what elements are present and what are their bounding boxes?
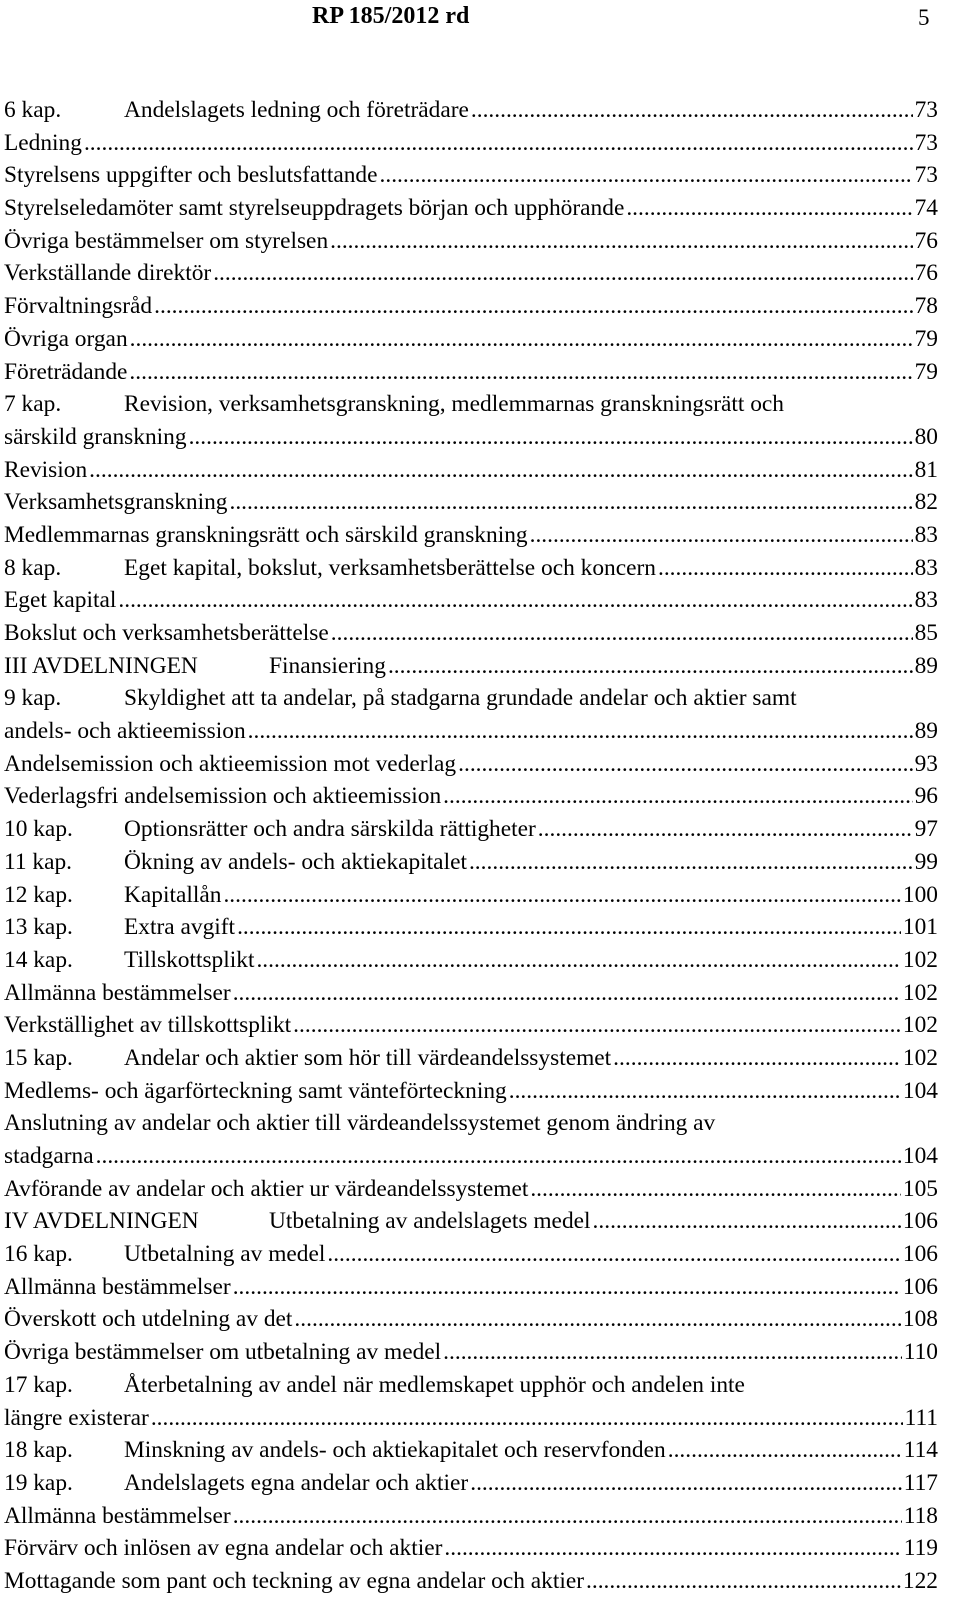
toc-chapter-number: 17 kap. (4, 1371, 73, 1398)
toc-page-number: 73 (914, 97, 938, 123)
toc-dot-leader (223, 879, 900, 912)
toc-page-number: 105 (902, 1175, 938, 1202)
toc-dot-leader (470, 1467, 902, 1500)
toc-page-number: 102 (902, 1012, 938, 1039)
toc-entry (4, 519, 938, 552)
toc-dot-leader (471, 94, 913, 127)
toc-entry-title: Verkställighet av tillskottsplikt (4, 1012, 292, 1039)
toc-entry-title: Andelar och aktier som hör till värdeandelssystemet (124, 1044, 612, 1071)
toc-page-number: 99 (914, 848, 938, 875)
toc-entry (4, 1303, 938, 1336)
toc-entry (4, 1500, 938, 1533)
toc-entry (4, 682, 938, 715)
toc-entry (4, 944, 938, 977)
toc-entry-title: Andelsemission och aktieemission mot vederlag (4, 750, 457, 777)
toc-dot-leader (213, 257, 912, 290)
toc-entry (4, 1009, 938, 1042)
toc-dot-leader (118, 584, 912, 617)
toc-page-number: 83 (914, 554, 938, 581)
toc-chapter-number: 15 kap. (4, 1044, 73, 1071)
toc-entry (4, 748, 938, 781)
toc-entry-title: Anslutning av andelar och aktier till värdeandelssystemet genom ändring av (4, 1110, 716, 1137)
toc-entry-title: stadgarna (4, 1143, 94, 1169)
toc-entry-title: Utbetalning av medel (124, 1241, 326, 1268)
toc-dot-leader (96, 1140, 901, 1173)
toc-entry-title: Avförande av andelar och aktier ur värdeandelssystemet (4, 1175, 529, 1202)
toc-dot-leader (233, 977, 901, 1010)
toc-entry-title: Minskning av andels- och aktiekapitalet och reservfonden (124, 1437, 666, 1464)
toc-entry (4, 650, 938, 683)
toc-chapter-number: 18 kap. (4, 1437, 73, 1464)
toc-dot-leader (248, 715, 913, 748)
toc-entry (4, 1107, 938, 1140)
toc-chapter-number: 12 kap. (4, 881, 73, 908)
toc-entry-title: andels- och aktieemission (4, 718, 246, 745)
toc-entry-title: Allmänna bestämmelser (4, 1273, 231, 1300)
toc-page-number: 81 (914, 456, 938, 483)
toc-entry-title: Bokslut och verksamhetsberättelse (4, 620, 329, 646)
toc-page-number: 106 (902, 1241, 938, 1268)
toc-entry-title: Verkställande direktör (4, 260, 212, 287)
toc-page-number: 96 (914, 783, 938, 810)
toc-page-number: 80 (914, 423, 938, 450)
toc-chapter-number: 10 kap. (4, 816, 73, 843)
toc-entry (4, 454, 938, 487)
toc-page-number: 89 (914, 652, 938, 679)
toc-entry-title: Förvärv och inlösen av egna andelar och aktier (4, 1535, 443, 1562)
toc-dot-leader (469, 846, 913, 879)
toc-dot-leader (237, 911, 901, 944)
toc-page-number: 118 (903, 1502, 938, 1529)
toc-entry-title: Medlems- och ägarförteckning samt vänteförteckning (4, 1077, 507, 1104)
toc-dot-leader (330, 225, 912, 258)
toc-entry-title: Vederlagsfri andelsemission och aktieemission (4, 783, 442, 810)
toc-page-number: 93 (914, 750, 938, 777)
toc-entry-title: Andelslagets egna andelar och aktier (124, 1469, 469, 1496)
toc-dot-leader (458, 748, 912, 781)
toc-page-number: 79 (914, 358, 938, 385)
toc-dot-leader (593, 1205, 901, 1238)
toc-entry (4, 1467, 938, 1500)
toc-page-number: 117 (903, 1469, 938, 1496)
toc-dot-leader (626, 192, 912, 225)
toc-entry (4, 584, 938, 617)
toc-entry (4, 813, 938, 846)
toc-page-number: 79 (914, 325, 938, 352)
toc-entry-title: Allmänna bestämmelser (4, 1502, 231, 1529)
toc-entry (4, 552, 938, 585)
toc-entry (4, 879, 938, 912)
toc-entry (4, 1075, 938, 1108)
toc-dot-leader (443, 1336, 902, 1369)
toc-chapter-number: 11 kap. (4, 848, 72, 875)
toc-entry-title: Ökning av andels- och aktiekapitalet (124, 848, 467, 875)
toc-chapter-number: 13 kap. (4, 914, 73, 941)
toc-entry-title: Tillskottsplikt (124, 946, 255, 973)
toc-entry (4, 1205, 938, 1238)
page-number: 5 (918, 5, 930, 30)
toc-entry (4, 846, 938, 879)
toc-dot-leader (388, 650, 913, 683)
toc-entry-title: Eget kapital (4, 587, 117, 614)
toc-entry (4, 421, 938, 454)
toc-entry-title: Återbetalning av andel när medlemskapet upphör och andelen inte (124, 1371, 745, 1398)
toc-page-number: 102 (902, 979, 938, 1006)
toc-page-number: 76 (914, 227, 938, 254)
toc-chapter-number: 9 kap. (4, 685, 62, 712)
toc-entry-title: Företrädande (4, 358, 128, 385)
toc-entry (4, 1532, 938, 1565)
toc-dot-leader (613, 1042, 901, 1075)
toc-dot-leader (530, 519, 913, 552)
toc-entry (4, 388, 938, 421)
toc-page-number: 100 (902, 881, 938, 908)
toc-entry-title: särskild granskning (4, 423, 187, 450)
toc-entry-title: Skyldighet att ta andelar, på stadgarna grundade andelar och aktier samt (124, 685, 797, 712)
toc-entry-title: Styrelseledamöter samt styrelseuppdragets början och upphörande (4, 195, 625, 222)
toc-dot-leader (229, 486, 912, 519)
toc-dot-leader (380, 159, 913, 192)
toc-page-number: 110 (903, 1339, 938, 1366)
toc-entry (4, 192, 938, 225)
toc-entry-title: Mottagande som pant och teckning av egna andelar och aktier (4, 1567, 585, 1594)
toc-dot-leader (331, 617, 913, 650)
toc-entry-title: Allmänna bestämmelser (4, 979, 231, 1006)
document-id: RP 185/2012 rd (312, 3, 470, 29)
toc-entry-title: längre existerar (4, 1404, 149, 1431)
toc-page-number: 101 (902, 914, 938, 941)
toc-page-number: 73 (914, 129, 938, 156)
toc-dot-leader (509, 1075, 901, 1108)
toc-entry (4, 225, 938, 258)
toc-chapter-number: 6 kap. (4, 97, 62, 123)
toc-entry (4, 159, 938, 192)
toc-dot-leader (151, 1402, 903, 1435)
toc-dot-leader (189, 421, 913, 454)
toc-page-number: 119 (903, 1535, 938, 1562)
toc-entry (4, 486, 938, 519)
toc-entry (4, 1271, 938, 1304)
toc-entry-title: Kapitallån (124, 881, 222, 908)
toc-entry-title: Andelslagets ledning och företrädare (124, 97, 469, 123)
toc-entry (4, 323, 938, 356)
toc-dot-leader (233, 1500, 902, 1533)
toc-page-number: 104 (902, 1143, 938, 1169)
toc-dot-leader (668, 1434, 902, 1467)
toc-entry-title: Övriga bestämmelser om utbetalning av medel (4, 1339, 442, 1366)
toc-entry (4, 911, 938, 944)
toc-entry (4, 257, 938, 290)
table-of-contents (4, 94, 938, 1598)
toc-page-number: 122 (902, 1567, 938, 1594)
toc-entry (4, 1173, 938, 1206)
toc-dot-leader (443, 780, 912, 813)
toc-entry-title: Förvaltningsråd (4, 293, 153, 320)
toc-entry-title: Verksamhetsgranskning (4, 489, 228, 516)
toc-page-number: 89 (914, 718, 938, 745)
toc-entry-title: Övriga organ (4, 325, 128, 352)
toc-entry (4, 1369, 938, 1402)
toc-dot-leader (256, 944, 900, 977)
toc-chapter-number: 7 kap. (4, 391, 62, 418)
toc-page-number: 102 (902, 1044, 938, 1071)
toc-entry (4, 1336, 938, 1369)
toc-page-number: 78 (914, 293, 938, 320)
toc-dot-leader (233, 1271, 901, 1304)
toc-dot-leader (327, 1238, 901, 1271)
toc-page-number: 106 (902, 1273, 938, 1300)
toc-page-number: 74 (914, 195, 938, 222)
toc-entry-title: Utbetalning av andelslagets medel (269, 1208, 591, 1235)
toc-page-number: 104 (902, 1077, 938, 1104)
toc-dot-leader (538, 813, 913, 846)
toc-entry (4, 1434, 938, 1467)
toc-chapter-number: 14 kap. (4, 946, 73, 973)
toc-chapter-number: 8 kap. (4, 554, 62, 581)
toc-chapter-number: 16 kap. (4, 1241, 73, 1268)
toc-entry-title: Överskott och utdelning av det (4, 1306, 293, 1333)
toc-page-number: 83 (914, 521, 938, 548)
toc-entry-title: Styrelsens uppgifter och beslutsfattande (4, 162, 378, 189)
toc-page-number: 111 (904, 1404, 938, 1431)
toc-entry-title: Extra avgift (124, 914, 236, 941)
toc-dot-leader (154, 290, 912, 323)
toc-entry-title: Finansiering (269, 652, 386, 679)
toc-dot-leader (294, 1303, 900, 1336)
toc-page-number: 73 (914, 162, 938, 189)
toc-entry (4, 1140, 938, 1173)
toc-entry (4, 127, 938, 160)
toc-dot-leader (84, 127, 913, 160)
toc-page-number: 97 (914, 816, 938, 843)
toc-part-label: III AVDELNINGEN (4, 652, 198, 679)
toc-page-number: 76 (914, 260, 938, 287)
toc-dot-leader (658, 552, 913, 585)
toc-entry (4, 356, 938, 389)
toc-dot-leader (586, 1565, 901, 1598)
toc-entry-title: Eget kapital, bokslut, verksamhetsberättelse och koncern (124, 554, 656, 581)
toc-entry-title: Revision, verksamhetsgranskning, medlemmarnas granskningsrätt och (124, 391, 784, 418)
toc-entry (4, 290, 938, 323)
toc-entry-title: Övriga bestämmelser om styrelsen (4, 227, 329, 254)
toc-dot-leader (530, 1173, 901, 1206)
toc-dot-leader (129, 356, 912, 389)
toc-entry (4, 1402, 938, 1435)
toc-entry-title: Medlemmarnas granskningsrätt och särskild granskning (4, 521, 528, 548)
toc-entry-title: Ledning (4, 129, 82, 156)
toc-entry (4, 617, 938, 650)
toc-page-number: 82 (914, 489, 938, 516)
toc-chapter-number: 19 kap. (4, 1469, 73, 1496)
toc-page-number: 83 (914, 587, 938, 614)
toc-dot-leader (89, 454, 912, 487)
toc-page-number: 102 (902, 946, 938, 973)
toc-page-number: 85 (914, 620, 938, 646)
toc-entry (4, 715, 938, 748)
toc-part-label: IV AVDELNINGEN (4, 1208, 199, 1235)
toc-dot-leader (444, 1532, 901, 1565)
page-header (0, 0, 960, 34)
toc-entry (4, 1238, 938, 1271)
toc-entry (4, 1042, 938, 1075)
toc-entry (4, 977, 938, 1010)
toc-page-number: 108 (902, 1306, 938, 1333)
toc-entry-title: Revision (4, 456, 88, 483)
toc-entry (4, 780, 938, 813)
toc-entry (4, 1565, 938, 1598)
toc-entry (4, 94, 938, 127)
toc-dot-leader (293, 1009, 901, 1042)
toc-entry-title: Optionsrätter och andra särskilda rättigheter (124, 816, 536, 843)
toc-dot-leader (130, 323, 913, 356)
toc-page-number: 106 (902, 1208, 938, 1235)
toc-page-number: 114 (903, 1437, 938, 1464)
